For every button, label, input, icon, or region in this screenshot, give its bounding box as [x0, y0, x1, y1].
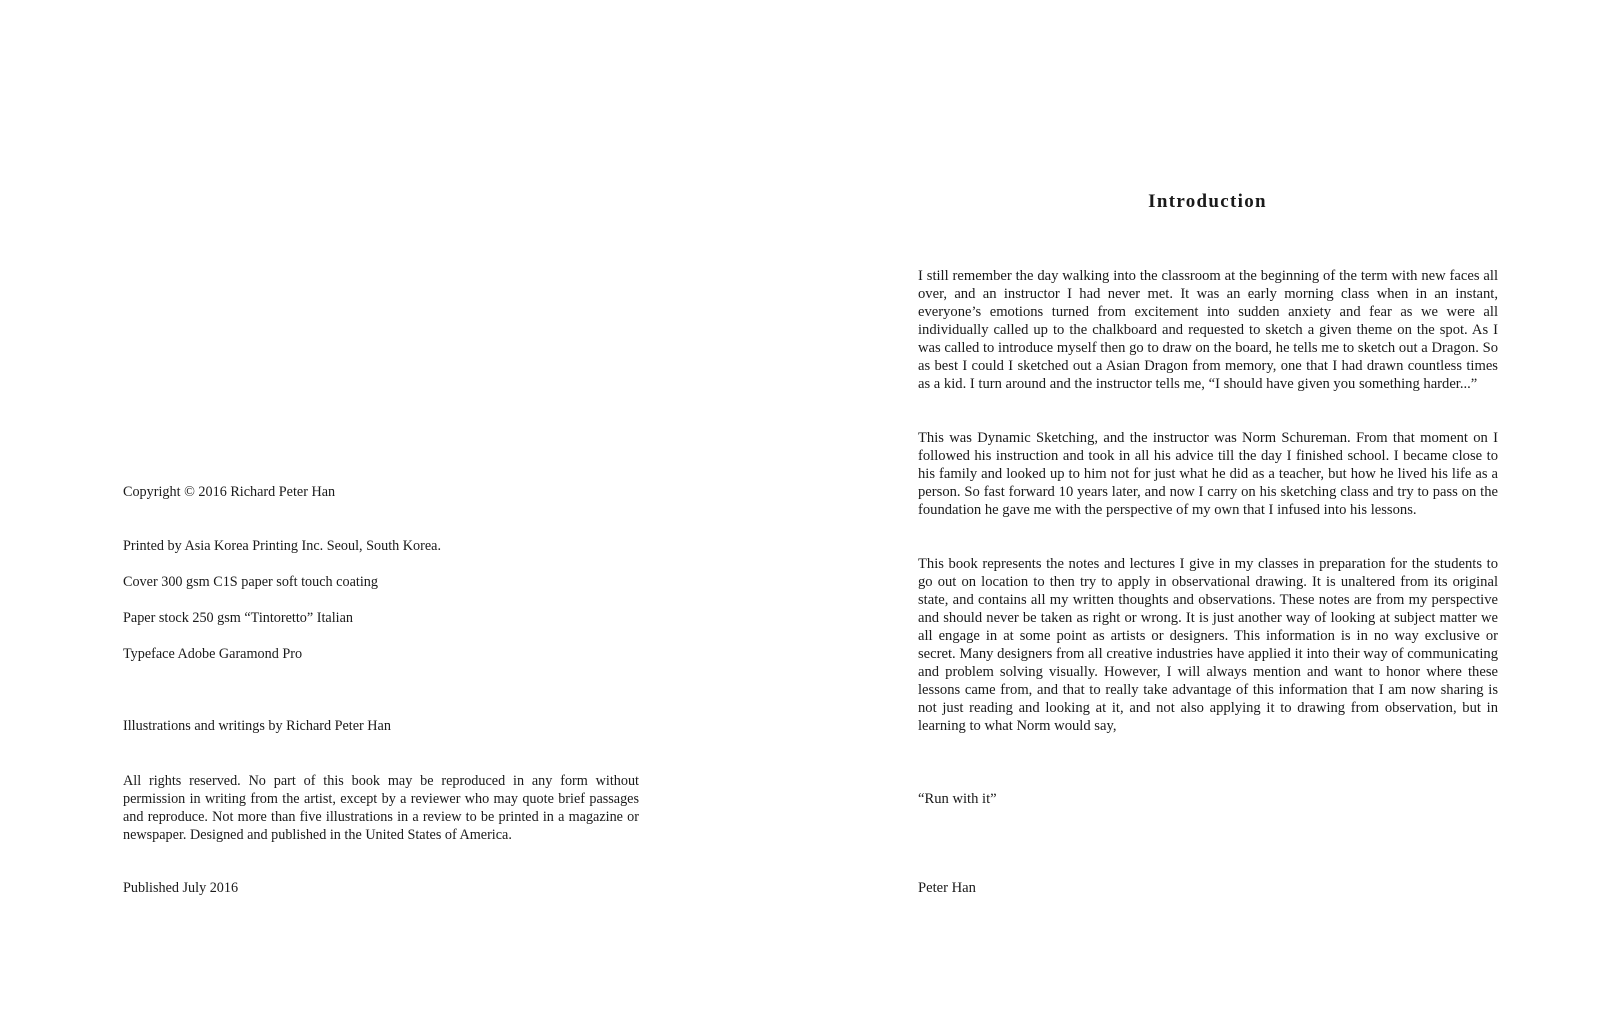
introduction-page [805, 0, 1610, 1024]
copyright-line: Copyright © 2016 Richard Peter Han [123, 484, 336, 500]
publication-date-line: Published July 2016 [123, 880, 239, 896]
intro-paragraph-1: I still remember the day walking into the classroom at the beginning of the term with new faces all over, and an instructor I had never met. It was an early morning class when in an instant, everyone’s emotions turned from excitement into sudden anxiety and fear as we were all individually called up to the chalkboard and requested to sketch a given theme on the spot. As I was called to introduce myself then go to draw on the board, he tells me to sketch out a Dragon. So as best I could I sketched out a Asian Dragon from memory, one that I had drawn countless times as a kid. I turn around and the instructor tells me, “I should have given you something harder...” [918, 268, 1498, 392]
paper-stock-line: Paper stock 250 gsm “Tintoretto” Italian [123, 610, 353, 626]
typeface-line: Typeface Adobe Garamond Pro [123, 646, 303, 662]
author-signature: Peter Han [918, 880, 976, 896]
printer-line: Printed by Asia Korea Printing Inc. Seoul, South Korea. [123, 538, 441, 554]
illustrations-credit-line: Illustrations and writings by Richard Peter Han [123, 718, 391, 734]
intro-paragraph-2: This was Dynamic Sketching, and the instructor was Norm Schureman. From that moment on I followed his instruction and took in all his advice till the day I finished school. I became close to his family and looked up to him not for just what he did as a teacher, but how he lived his life as a person. So fast forward 10 years later, and now I carry on his sketching class and try to pass on the foundation he gave me with the perspective of my own that I infused into his lessons. [918, 430, 1498, 518]
rights-notice: All rights reserved. No part of this book may be reproduced in any form without permission in writing from the artist, except by a reviewer who may quote brief passages and reproduce. Not more than five illustrations in a review to be printed in a magazine or newspaper. Designed and published in the United States of America. [123, 773, 639, 843]
closing-quote: “Run with it” [918, 791, 997, 807]
intro-paragraph-3: This book represents the notes and lectures I give in my classes in preparation for the students to go out on location to then try to apply in observational drawing. It is unaltered from its original state, and contains all my written thoughts and observations. These notes are from my perspective and should never be taken as right or wrong. It is just another way of looking at subject matter we all engage in at some point as artists or designers. This information is in no way exclusive or secret. Many designers from all creative industries have applied it into their way of communicating and problem solving visually. However, I will always mention and want to honor where these lessons came from, and that to really take advantage of this information that I am now sharing is not just reading and looking at it, and not also applying it to drawing from observation, but in learning to what Norm would say, [918, 556, 1498, 734]
page-title: Introduction [1148, 191, 1267, 212]
cover-spec-line: Cover 300 gsm C1S paper soft touch coating [123, 574, 378, 590]
